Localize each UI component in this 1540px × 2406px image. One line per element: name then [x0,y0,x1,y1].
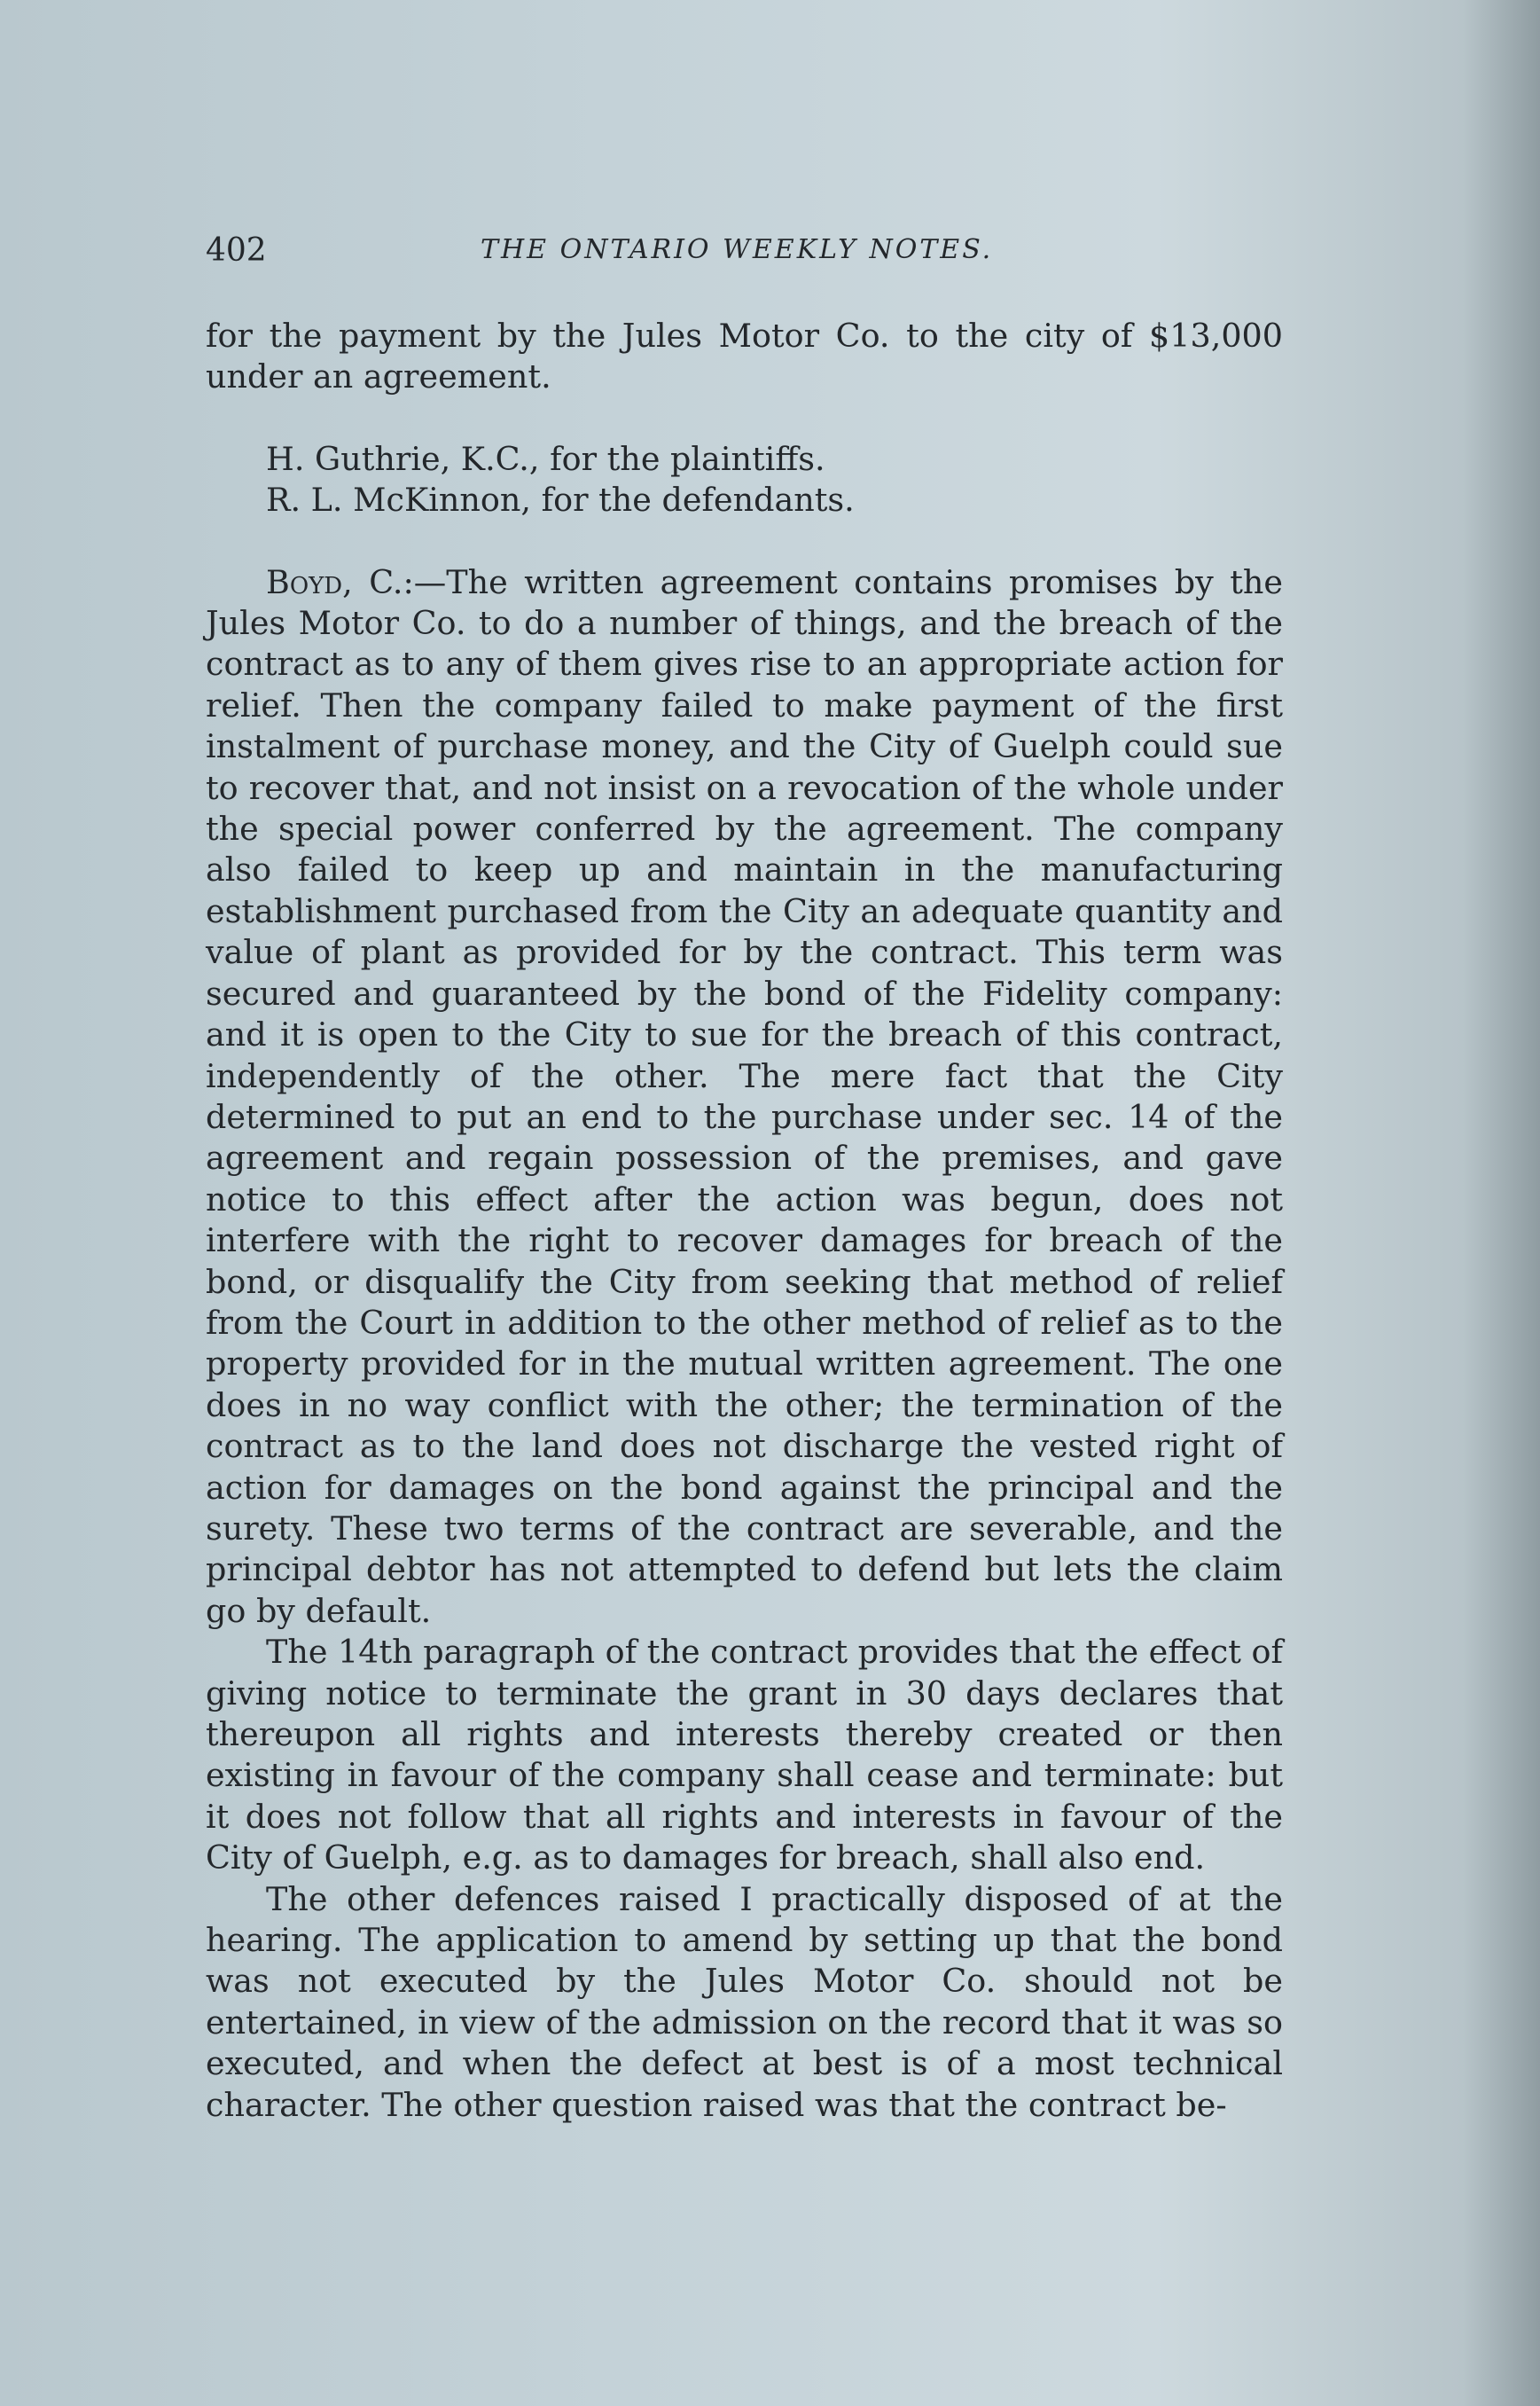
lead-paragraph: for the payment by the Jules Motor Co. to the city of $13,000 under an agreement. [206,317,1283,396]
counsel-defendants: R. L. McKinnon, for the defendants. [266,481,855,520]
running-title: THE ONTARIO WEEKLY NOTES. [481,234,994,265]
judgment-opening-text: :—The written agreement contains promises by the Jules Motor Co. to do a number of things, and the breach of the contract as to any of them gives rise to an appropriate action for relief. Then the company failed to make payment of the first instalment of purchase money, and the City of Guelph could sue to recover that, and not insist on a revocation of the whole under the special power conferred by the agreement. The company also failed to keep up and maintain in the manufacturing establishment purchased from the City an adequate quantity and value of plant as provided for by the contract. This term was secured and guaranteed by the bond of the Fidelity company: and it is open to the City to sue for the breach of this contract, independently of the other. The mere fact that the City determined to put an end to the purchase under sec. 14 of the agreement and regain possession of the premises, and gave notice to this effect after the action was begun, does not interfere with the right to recover damages for breach of the bond, or disqualify the City from seeking that method of relief from the Court in addition to the other method of relief as to the property provided for in the mutual written agreement. The one does in no way conflict with the other; the termination of the contract as to the land does not discharge the vested right of action for damages on the bond against the principal and the surety. These two terms of the contract are severable, and the principal debtor has not attempted to defend but lets the claim go by default. [206,562,1283,1630]
paragraph-fourteenth: The 14th paragraph of the contract provides that the effect of giving notice to terminate the grant in 30 days declares that thereupon all rights and interests thereby created or then existing in favour of the company shall cease and terminate: but it does not follow that all rights and interests in favour of the City of Guelph, e.g. as to damages for breach, shall also end. [206,1633,1283,1877]
counsel-plaintiffs: H. Guthrie, K.C., for the plaintiffs. [266,439,825,478]
page-number: 402 [206,232,267,269]
body-text [206,316,1283,2126]
judge-name: Boyd, C. [266,562,403,601]
paragraph-other-defences: The other defences raised I practically disposed of at the hearing. The application to amend by setting up that the bond was not executed by the Jules Motor Co. should not be entertained, in view of the admission on the record that it was so executed, and when the defect at best is of a most technical character. The other question raised was that the contract be- [206,1879,1283,2124]
page-header [206,232,1287,277]
judgment-opening-paragraph [206,562,1283,1633]
